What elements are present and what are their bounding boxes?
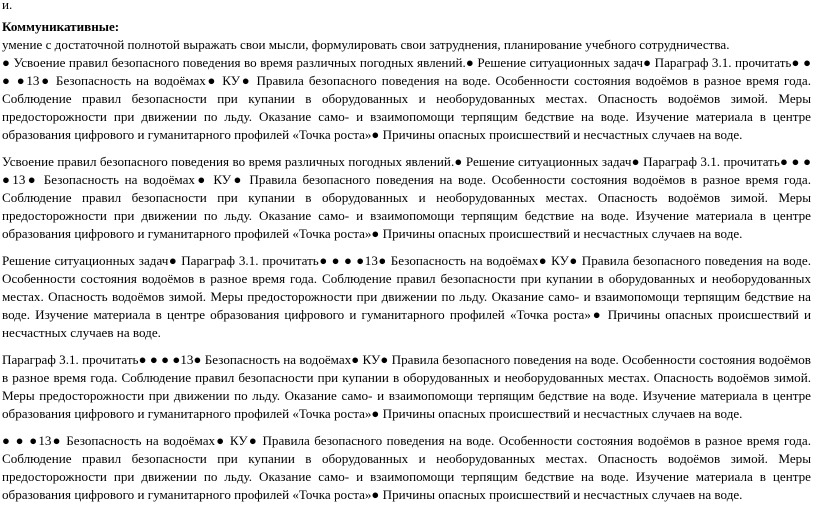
intro-line: умение с достаточной полнотой выражать свои мысли, формулировать свои затруднения, планирование учебного сотрудничества. bbox=[2, 37, 730, 52]
section-heading: Коммуникативные: bbox=[2, 19, 120, 34]
paragraph-3: Решение ситуационных задач● Параграф 3.1. прочитать● ● ● ●13● Безопасность на водоёмах● КУ● Правила безопасного поведения на воде. Особенности состояния водоёмов в разное время года. Соблюдение правил безопасности при купании в оборудованных и необорудованных местах. Опасность водоёмов зимой. Меры предосторожности при движении по льду. Оказание само- и взаимопомощи терпящим бедствие на воде. Изучение материала в центре образования цифрового и гуманитарного профилей «Точка роста»● Причины опасных происшествий и несчастных случаев на воде. bbox=[2, 253, 811, 340]
paragraph-2: Усвоение правил безопасного поведения во время различных погодных явлений.● Решение ситуационных задач● Параграф 3.1. прочитать● ● ● ●13● Безопасность на водоёмах● КУ● Правила безопасного поведения на воде. Особенности состояния водоёмов в разное время года. Соблюдение правил безопасности при купании в оборудованных и необорудованных местах. Опасность водоёмов зимой. Меры предосторожности при движении по льду. Оказание само- и взаимопомощи терпящим бедствие на воде. Изучение материала в центре образования цифрового и гуманитарного профилей «Точка роста»● Причины опасных происшествий и несчастных случаев на воде. bbox=[2, 154, 811, 241]
document-first-line: и. bbox=[2, 0, 13, 12]
paragraph-5: ● ● ●13● Безопасность на водоёмах● КУ● Правила безопасного поведения на воде. Особенности состояния водоёмов в разное время года. Соблюдение правил безопасности при купании в оборудованных и необорудованных местах. Опасность водоёмов зимой. Меры предосторожности при движении по льду. Оказание само- и взаимопомощи терпящим бедствие на воде. Изучение материала в центре образования цифрового и гуманитарного профилей «Точка роста»● Причины опасных происшествий и несчастных случаев на воде. bbox=[2, 433, 811, 502]
paragraph-4: Параграф 3.1. прочитать● ● ● ●13● Безопасность на водоёмах● КУ● Правила безопасного поведения на воде. Особенности состояния водоёмов в разное время года. Соблюдение правил безопасности при купании в оборудованных и необорудованных местах. Опасность водоёмов зимой. Меры предосторожности при движении по льду. Оказание само- и взаимопомощи терпящим бедствие на воде. Изучение материала в центре образования цифрового и гуманитарного профилей «Точка роста»● Причины опасных происшествий и несчастных случаев на воде. bbox=[2, 352, 811, 421]
paragraph-1: ● Усвоение правил безопасного поведения во время различных погодных явлений.● Решение ситуационных задач● Параграф 3.1. прочитать● ● ● ●13● Безопасность на водоёмах● КУ● Правила безопасного поведения на воде. Особенности состояния водоёмов в разное время года. Соблюдение правил безопасности при купании в оборудованных и необорудованных местах. Опасность водоёмов зимой. Меры предосторожности при движении по льду. Оказание само- и взаимопомощи терпящим бедствие на воде. Изучение материала в центре образования цифрового и гуманитарного профилей «Точка роста»● Причины опасных происшествий и несчастных случаев на воде. bbox=[2, 55, 811, 142]
